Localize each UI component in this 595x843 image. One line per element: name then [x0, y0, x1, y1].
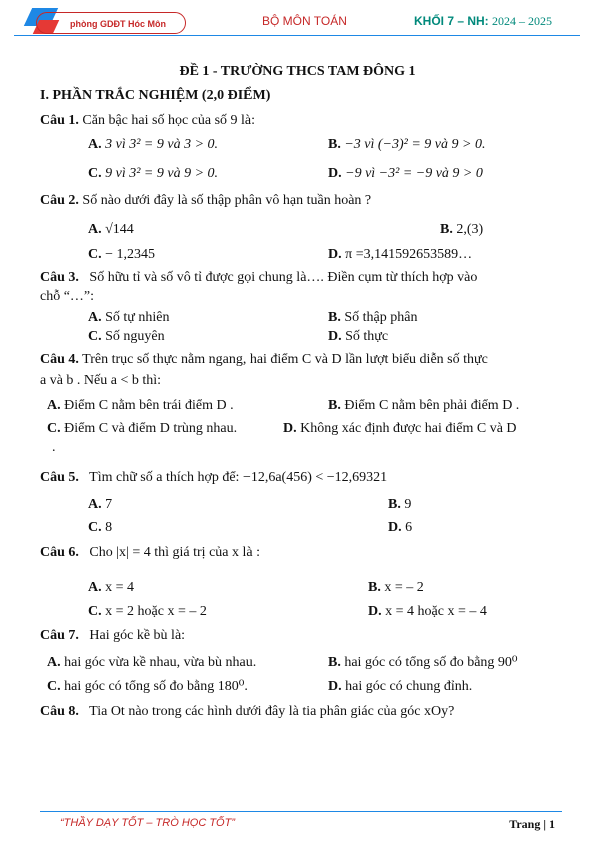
- question-6: Câu 6. Cho |x| = 4 thì giá trị của x là :: [40, 545, 260, 560]
- q5-option-c[interactable]: C. 8: [88, 520, 113, 535]
- exam-title: ĐỀ 1 - TRƯỜNG THCS TAM ĐÔNG 1: [179, 64, 416, 79]
- question-8: Câu 8. Tia Ot nào trong các hình dưới đây là tia phân giác của góc xOy?: [40, 704, 455, 719]
- q1-option-c[interactable]: C. 9 vì 3² = 9 và 9 > 0.: [88, 166, 219, 181]
- question-7: Câu 7. Hai góc kề bù là:: [40, 628, 186, 643]
- question-2: Câu 2. Số nào dưới đây là số thập phân vô hạn tuần hoàn ?: [40, 193, 372, 208]
- question-4: Câu 4. Trên trục số thực nằm ngang, hai điểm C và D lần lượt biểu diễn số thực: [40, 352, 488, 367]
- question-3-cont: chỗ “…”:: [40, 289, 95, 304]
- q2-option-c[interactable]: C. − 1,2345: [88, 247, 156, 262]
- q7-option-a[interactable]: A. hai góc vừa kề nhau, vừa bù nhau.: [47, 655, 257, 670]
- footer-divider: [40, 811, 562, 812]
- q1-option-b[interactable]: B. −3 vì (−3)² = 9 và 9 > 0.: [328, 137, 486, 152]
- page-header: [14, 8, 580, 42]
- page-number: Trang | 1: [509, 817, 555, 831]
- department-badge: phòng GDĐT Hóc Môn: [36, 12, 186, 34]
- q6-option-d[interactable]: D. x = 4 hoặc x = – 4: [368, 604, 487, 619]
- q2-option-d[interactable]: D. π =3,141592653589…: [328, 247, 473, 262]
- q3-option-b[interactable]: B. Số thập phân: [328, 310, 418, 325]
- question-3: Câu 3. Số hữu tỉ và số vô tỉ được gọi chung là…. Điền cụm từ thích hợp vào: [40, 270, 478, 285]
- q3-option-a[interactable]: A. Số tự nhiên: [88, 310, 170, 325]
- q6-option-a[interactable]: A. x = 4: [88, 580, 135, 595]
- q4-trailing-dot: .: [52, 440, 56, 455]
- q4-option-b[interactable]: B. Điểm C nằm bên phải điểm D .: [328, 398, 520, 413]
- q3-option-c[interactable]: C. Số nguyên: [88, 329, 165, 344]
- question-4-cont: a và b . Nếu a < b thì:: [40, 373, 162, 388]
- question-5: Câu 5. Tìm chữ số a thích hợp để: −12,6a(456) < −12,69321: [40, 470, 388, 485]
- q1-option-a[interactable]: A. 3 vì 3² = 9 và 3 > 0.: [88, 137, 219, 152]
- q4-option-a[interactable]: A. Điểm C nằm bên trái điểm D .: [47, 398, 234, 413]
- subject-label: BỘ MÔN TOÁN: [262, 14, 347, 28]
- q4-option-c[interactable]: C. Điểm C và điểm D trùng nhau.: [47, 421, 238, 436]
- q5-option-a[interactable]: A. 7: [88, 497, 113, 512]
- q5-option-d[interactable]: D. 6: [388, 520, 413, 535]
- question-1: Câu 1. Căn bậc hai số học của số 9 là:: [40, 113, 256, 128]
- q2-option-b[interactable]: B. 2,(3): [440, 222, 484, 237]
- q7-option-d[interactable]: D. hai góc có chung đỉnh.: [328, 679, 473, 694]
- q4-option-d[interactable]: D. Không xác định được hai điểm C và D: [283, 421, 517, 436]
- q6-option-c[interactable]: C. x = 2 hoặc x = – 2: [88, 604, 207, 619]
- q6-option-b[interactable]: B. x = – 2: [368, 580, 424, 595]
- q5-option-b[interactable]: B. 9: [388, 497, 412, 512]
- q7-option-b[interactable]: B. hai góc có tổng số đo bằng 90⁰: [328, 655, 518, 670]
- q1-option-d[interactable]: D. −9 vì −3² = −9 và 9 > 0: [328, 166, 483, 181]
- section-heading: I. PHẦN TRẮC NGHIỆM (2,0 ĐIỂM): [40, 88, 271, 103]
- header-divider: [14, 35, 580, 36]
- q3-option-d[interactable]: D. Số thực: [328, 329, 389, 344]
- footer-slogan: “THẦY DẠY TỐT – TRÒ HỌC TỐT”: [60, 817, 235, 829]
- q7-option-c[interactable]: C. hai góc có tổng số đo bằng 180⁰.: [47, 679, 248, 694]
- grade-year-label: KHỐI 7 – NH: 2024 – 2025: [414, 14, 553, 28]
- q2-option-a[interactable]: A. √144: [88, 222, 134, 237]
